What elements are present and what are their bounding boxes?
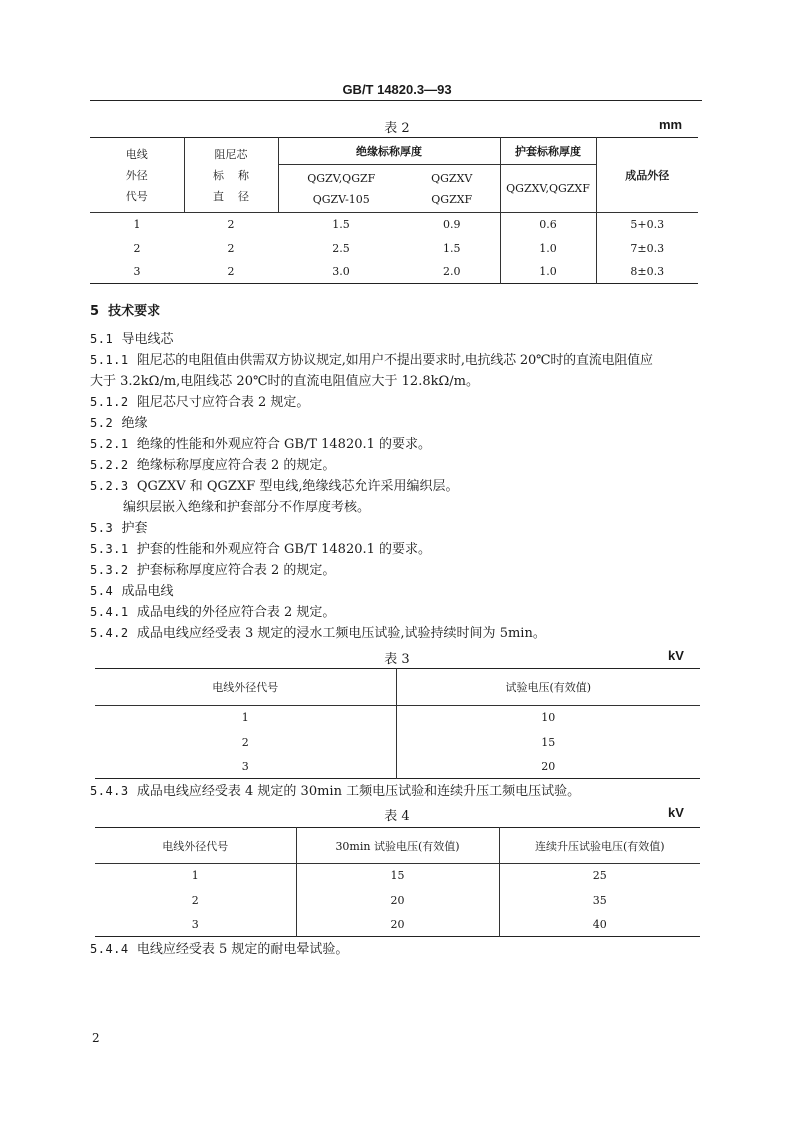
table3	[95, 668, 700, 779]
table-cell: 35	[592, 893, 607, 907]
section-5-1-1-cont: 大于 3.2kΩ/m,电阻线芯 20℃时的直流电阻值应大于 12.8kΩ/m。	[90, 374, 479, 389]
table2-header-ins-b: QGZXV QGZXF	[404, 165, 500, 213]
section-5-4: 5.4 成品电线	[90, 584, 174, 599]
table-row	[95, 913, 700, 937]
table-cell: 1.0	[500, 237, 596, 260]
table-cell: 5+0.3	[630, 218, 665, 232]
table-cell: 2	[95, 730, 396, 755]
table2-header-sheath: 护套标称厚度	[500, 138, 596, 165]
table4-unit: kV	[668, 805, 684, 820]
table-cell: 1.5	[332, 218, 350, 232]
table-cell: 1	[95, 864, 296, 888]
table2-header-ins-a: QGZV,QGZF QGZV-105	[278, 165, 404, 213]
section-block	[90, 301, 705, 644]
table-cell: 15	[541, 735, 556, 749]
table-cell: 40	[592, 917, 607, 931]
table-cell: 0.6	[500, 213, 596, 237]
table2-header-insulation: 绝缘标称厚度	[278, 138, 500, 165]
table-cell: 2.0	[404, 260, 500, 284]
section-5-3-2: 5.3.2 护套标称厚度应符合表 2 的规定。	[90, 563, 336, 578]
table2-header-sheath-sub: QGZXV,QGZXF	[500, 165, 596, 213]
table-row	[95, 730, 700, 755]
table3-caption: 表 3	[384, 652, 410, 667]
section-5-2-2: 5.2.2 绝缘标称厚度应符合表 2 的规定。	[90, 458, 336, 473]
table-cell: 2	[133, 241, 141, 255]
section-5-1: 5.1 导电线芯	[90, 332, 174, 347]
table-cell: 2.5	[332, 241, 350, 255]
table-cell: 2	[95, 888, 296, 913]
table-cell: 3	[95, 755, 396, 779]
table-cell: 2	[227, 218, 235, 232]
section-5-3: 5.3 护套	[90, 521, 148, 536]
table-cell: 3.0	[332, 264, 350, 278]
table-row	[90, 260, 698, 284]
table-row	[95, 755, 700, 779]
table-cell: 20	[296, 913, 499, 937]
table-cell: 7±0.3	[630, 241, 665, 255]
section-5-heading: 5 技术要求	[90, 304, 161, 319]
table-cell: 1	[95, 706, 396, 730]
section-5-3-1: 5.3.1 护套的性能和外观应符合 GB/T 14820.1 的要求。	[90, 542, 432, 557]
table2-caption: 表 2	[384, 121, 410, 136]
table-cell: 2	[227, 241, 235, 255]
section-5-4-3: 5.4.3 成品电线应经受表 4 规定的 30min 工频电压试验和连续升压工频电压试验。	[90, 784, 581, 799]
page-number: 2	[92, 1031, 100, 1045]
table2-header-od-code: 电线 外径 代号	[90, 138, 184, 213]
table2-header-finished-od: 成品外径	[596, 138, 698, 213]
table-cell: 0.9	[404, 213, 500, 237]
table-cell: 20	[296, 888, 499, 913]
section-5-2-3: 5.2.3 QGZXV 和 QGZXF 型电线,绝缘线芯允许采用编织层。	[90, 479, 459, 494]
table-cell: 15	[296, 864, 499, 888]
table-row	[95, 706, 700, 730]
table4	[95, 827, 700, 937]
section-5-4-1: 5.4.1 成品电线的外径应符合表 2 规定。	[90, 605, 336, 620]
table-cell: 20	[541, 759, 556, 773]
page-header: GB/T 14820.3—93	[342, 82, 452, 97]
table-cell: 1.0	[500, 260, 596, 284]
table-row	[90, 213, 698, 237]
table-cell: 1.5	[404, 237, 500, 260]
table2	[90, 137, 698, 284]
table4-header-30min: 30min 试验电压(有效值)	[296, 828, 499, 864]
table-cell: 3	[95, 913, 296, 937]
table4-header-ramp: 连续升压试验电压(有效值)	[499, 828, 700, 864]
section-5-2-1: 5.2.1 绝缘的性能和外观应符合 GB/T 14820.1 的要求。	[90, 437, 432, 452]
table2-header-core-dia: 阻尼芯 标 称 直 径	[184, 138, 278, 213]
section-5-2-3-cont: 编织层嵌入绝缘和护套部分不作厚度考核。	[123, 500, 371, 515]
table3-header-od-code: 电线外径代号	[95, 669, 396, 706]
table-cell: 10	[541, 711, 556, 725]
table2-unit: mm	[659, 117, 683, 132]
section-5-4-4: 5.4.4 电线应经受表 5 规定的耐电晕试验。	[90, 942, 349, 957]
table3-header-voltage: 试验电压(有效值)	[396, 669, 700, 706]
table-row	[90, 237, 698, 260]
table-cell: 2	[227, 264, 235, 278]
section-5-1-1: 5.1.1 阻尼芯的电阻值由供需双方协议规定,如用户不提出要求时,电抗线芯 20℃时的直流电阻值应	[90, 353, 653, 368]
table-cell: 1	[133, 218, 141, 232]
section-5-2: 5.2 绝缘	[90, 416, 148, 431]
section-5-1-2: 5.1.2 阻尼芯尺寸应符合表 2 规定。	[90, 395, 310, 410]
table-row	[95, 888, 700, 913]
table-cell: 25	[592, 869, 607, 883]
table-row	[95, 864, 700, 888]
section-5-4-2: 5.4.2 成品电线应经受表 3 规定的浸水工频电压试验,试验持续时间为 5min。	[90, 626, 546, 641]
table-cell: 3	[133, 264, 141, 278]
header-rule	[90, 100, 702, 101]
table3-unit: kV	[668, 648, 684, 663]
table4-caption: 表 4	[384, 809, 410, 824]
table-cell: 8±0.3	[630, 264, 665, 278]
table4-header-od-code: 电线外径代号	[95, 828, 296, 864]
